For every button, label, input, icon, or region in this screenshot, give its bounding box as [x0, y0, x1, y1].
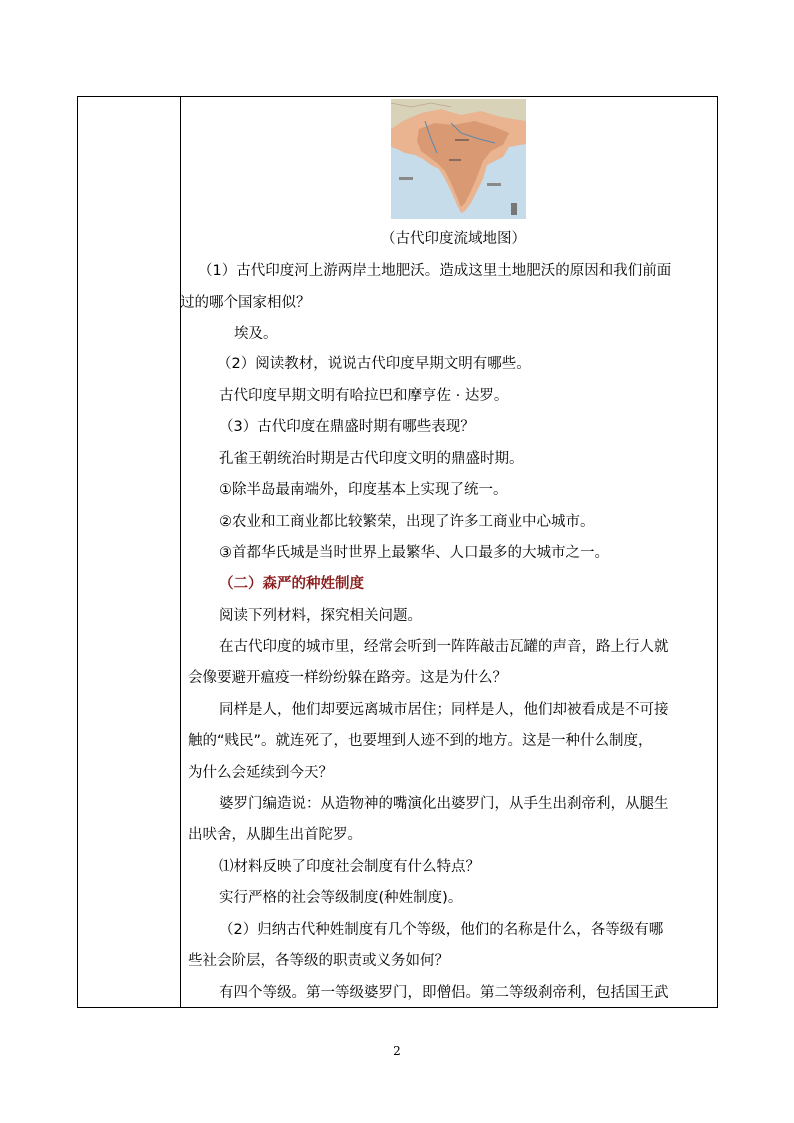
map-illustration: [391, 99, 526, 219]
text-line: （2）归纳古代种姓制度有几个等级，他们的名称是什么，各等级有哪: [219, 922, 664, 938]
map-caption: （古代印度流域地图）: [381, 231, 526, 247]
lesson-table: [77, 96, 718, 1008]
text-line: （1）古代印度河上游两岸土地肥沃。造成这里土地肥沃的原因和我们前面: [198, 263, 672, 279]
text-line: （3）古代印度在鼎盛时期有哪些表现？: [219, 419, 475, 435]
text-line: 古代印度早期文明有哈拉巴和摩亨佐 · 达罗。: [219, 388, 509, 404]
ancient-india-map-image: [391, 99, 526, 219]
text-line: 阅读下列材料，探究相关问题。: [219, 608, 422, 624]
text-line: 出吠舍，从脚生出首陀罗。: [188, 827, 362, 843]
text-line: 在古代印度的城市里，经常会听到一阵阵敲击瓦罐的声音，路上行人就: [219, 639, 669, 655]
page-number: 2: [393, 1044, 401, 1058]
content-cell: [181, 97, 717, 1007]
text-line: ③首都华氏城是当时世界上最繁华、人口最多的大城市之一。: [219, 545, 609, 561]
text-line: 同样是人，他们却要远离城市居住；同样是人，他们却被看成是不可接: [219, 702, 669, 718]
text-line: 婆罗门编造说：从造物神的嘴演化出婆罗门，从手生出刹帝利，从腿生: [219, 796, 669, 812]
text-line: 有四个等级。第一等级婆罗门，即僧侣。第二等级刹帝利，包括国王武: [219, 985, 669, 1001]
text-line: 为什么会延续到今天？: [188, 765, 333, 781]
text-line: ①除半岛最南端外，印度基本上实现了统一。: [219, 482, 508, 498]
text-line: 埃及。: [234, 326, 278, 342]
text-line: 孔雀王朝统治时期是古代印度文明的鼎盛时期。: [219, 451, 524, 467]
text-line: ⑴材料反映了印度社会制度有什么特点？: [219, 859, 480, 875]
text-line: 会像要避开瘟疫一样纷纷躲在路旁。这是为什么？: [188, 670, 507, 686]
text-line: （2）阅读教材，说说古代印度早期文明有哪些。: [217, 356, 531, 372]
text-line: 触的“贱民”。就连死了，也要埋到人迹不到的地方。这是一种什么制度，: [188, 733, 653, 749]
text-line: 实行严格的社会等级制度(种姓制度)。: [219, 890, 463, 906]
text-line: ②农业和工商业都比较繁荣，出现了许多工商业中心城市。: [219, 514, 595, 530]
text-line: 些社会阶层，各等级的职责或义务如何？: [188, 953, 449, 969]
section-heading: （二）森严的种姓制度: [219, 576, 364, 592]
text-line: 过的哪个国家相似？: [180, 295, 311, 311]
